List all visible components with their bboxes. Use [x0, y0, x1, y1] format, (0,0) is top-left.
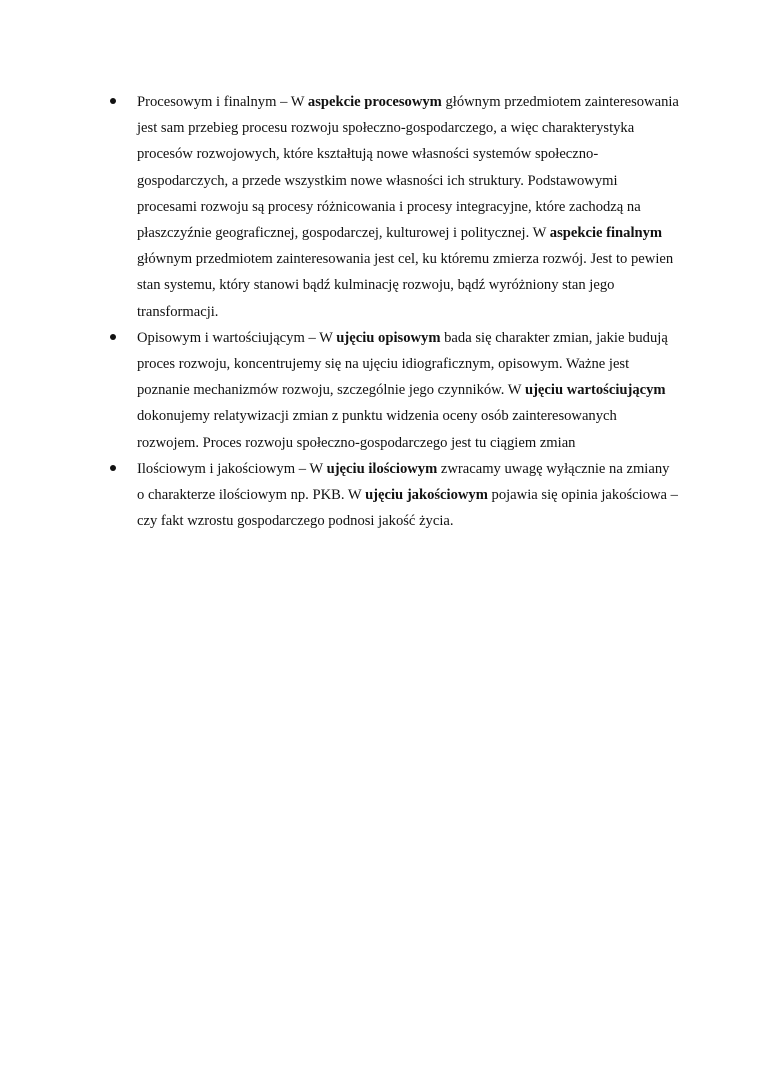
bullet-icon — [110, 98, 116, 104]
text-run: Procesowym i finalnym – W — [137, 94, 308, 110]
text-run: głównym przedmiotem zainteresowania jest cel, ku któremu zmierza rozwój. Jest to pewien stan systemu, który stanowi bądź kulminację rozwoju, bądź wyróżniony stan jego transformacji. — [137, 251, 674, 320]
list-item — [110, 456, 680, 535]
list-item — [110, 325, 680, 456]
bold-term: aspekcie procesowym — [307, 94, 442, 110]
text-run: Ilościowym i jakościowym – W — [137, 460, 327, 477]
text-run: głównym przedmiotem zainteresowania jest sam przebieg procesu rozwoju społeczno-gospodarczego, a więc charakterystyka procesów rozwojowych, które kształtują nowe własności systemów społeczno-gospodarczych, a przede wszystkim nowe własności ich struktury. Podstawowymi procesami rozwoju są procesy różnicowania i procesy integracyjne, które zachodzą na płaszczyźnie geograficznej, gospodarczej, kulturowej i politycznej. W — [137, 94, 679, 242]
text-run: bada się charakter zmian, jakie budują proces rozwoju, koncentrujemy się na ujęciu idiograficznym, opisowym. Ważne jest poznanie mechanizmów rozwoju, szczególnie jego czynników. W — [137, 329, 668, 399]
text-run: Opisowym i wartościującym – W — [137, 329, 337, 346]
text-run: dokonujemy relatywizacji zmian z punktu widzenia oceny osób zainteresowanych rozwojem. Proces rozwoju społeczno-gospodarczego jest tu ciągiem zmian — [137, 408, 617, 451]
bullet-icon — [110, 465, 116, 471]
bullet-icon — [110, 334, 116, 340]
bold-term: aspekcie finalnym — [549, 225, 663, 242]
text-run: zwracamy uwagę wyłącznie na zmiany o charakterze ilościowym np. PKB. W — [137, 460, 670, 504]
bullet-list — [110, 89, 680, 534]
bold-term: ujęciu opisowym — [336, 329, 441, 346]
list-item — [110, 89, 680, 325]
list-item-text — [137, 89, 680, 325]
bold-term: ujęciu ilościowym — [326, 460, 438, 477]
list-item-text — [137, 456, 680, 535]
bold-term: ujęciu jakościowym — [365, 487, 488, 504]
bold-term: ujęciu wartościującym — [524, 382, 666, 399]
text-run: pojawia się opinia jakościowa – czy fakt wzrostu gospodarczego podnosi jakość życia. — [137, 487, 678, 530]
list-item-text — [137, 325, 680, 456]
